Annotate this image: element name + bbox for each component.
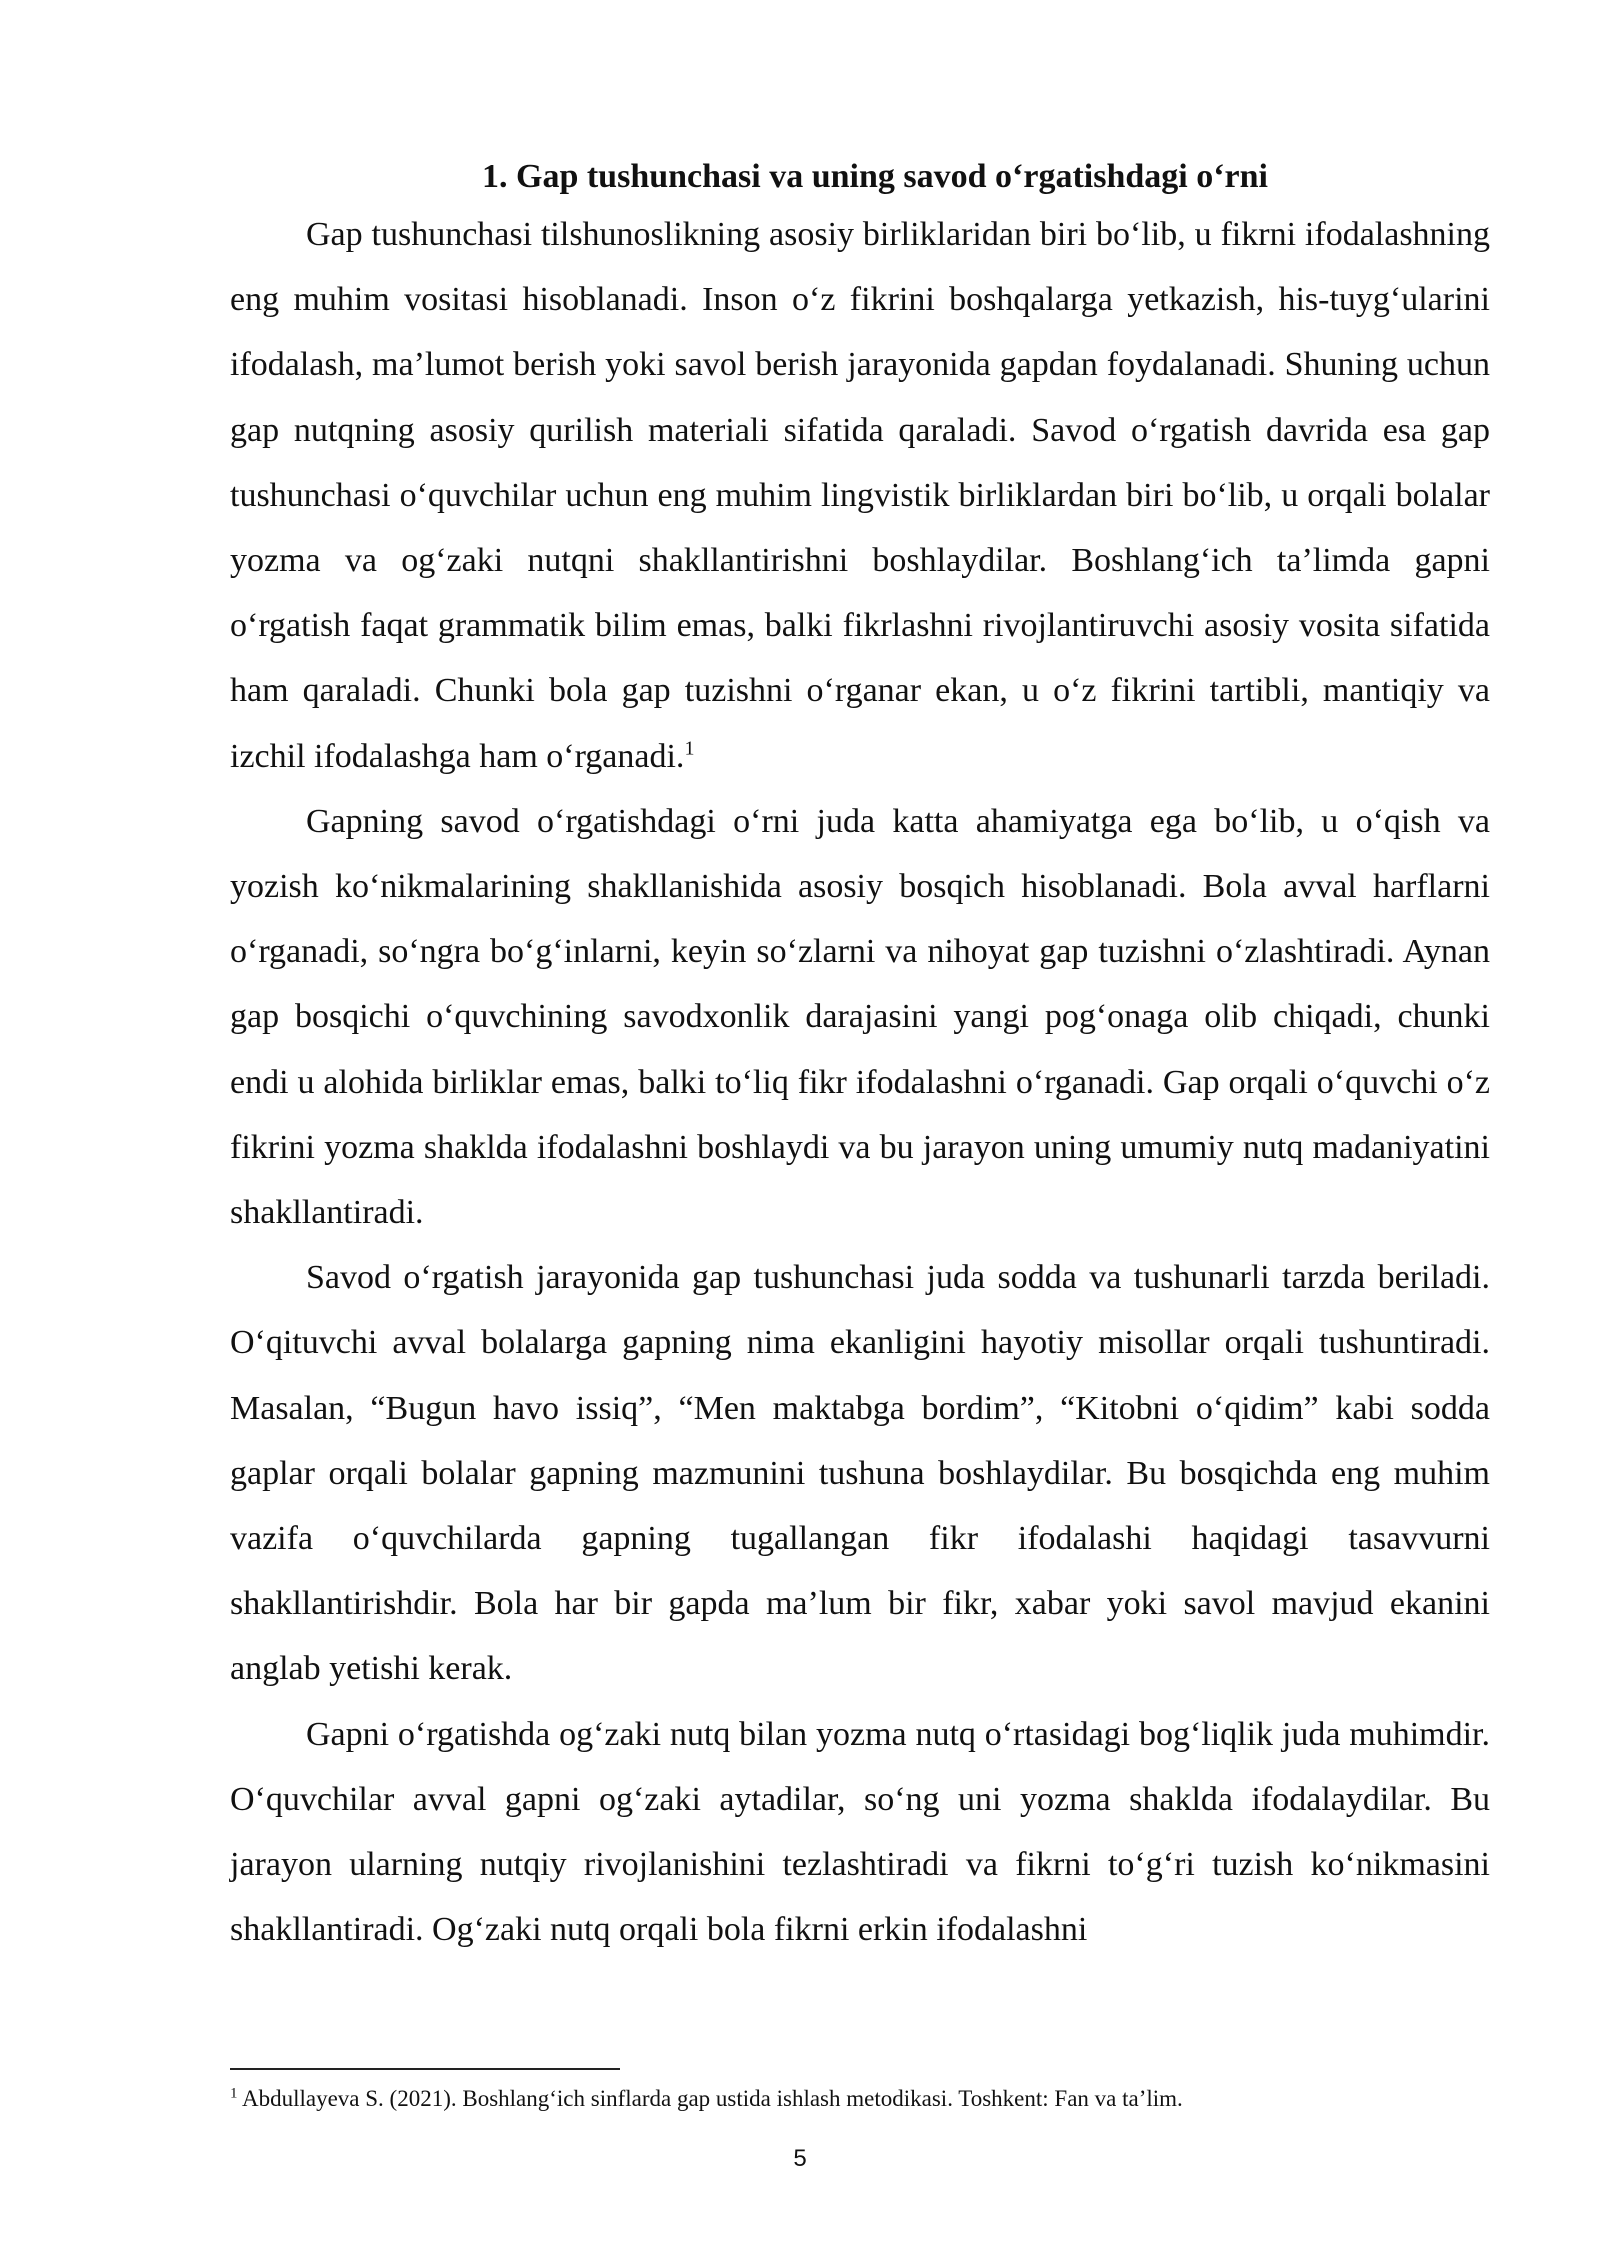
paragraph-4-text: Gapni o‘rgatishda og‘zaki nutq bilan yozma nutq o‘rtasidagi bog‘liqlik juda muhimdir. O‘quvchilar avval gapni og‘zaki aytadilar, so‘ng uni yozma shaklda ifodalaydilar. Bu jarayon ularning nutqiy rivojlanishini tezlashtiradi va fikrni to‘g‘ri tuzish ko‘nikmasini shakllantiradi. Og‘zaki nutq orqali bola fikrni erkin ifodalashni bbox=[230, 1715, 1490, 1949]
section-heading: 1. Gap tushunchasi va uning savod o‘rgatishdagi o‘rni bbox=[482, 158, 1268, 195]
paragraph-4 bbox=[230, 1702, 1490, 1963]
footnote bbox=[230, 2084, 1490, 2114]
footnote-number: 1 bbox=[230, 2085, 238, 2102]
paragraph-1 bbox=[230, 202, 1490, 789]
paragraph-1-text: Gap tushunchasi tilshunoslikning asosiy birliklaridan biri bo‘lib, u fikrni ifodalashning eng muhim vositasi hisoblanadi. Inson o‘z fikrini boshqalarga yetkazish, his-tuyg‘ularini ifodalash, ma’lumot berish yoki savol berish jarayonida gapdan foydalanadi. Shuning uchun gap nutqning asosiy qurilish materiali sifatida qaraladi. Savod o‘rgatish davrida esa gap tushunchasi o‘quvchilar uchun eng muhim lingvistik birliklardan biri bo‘lib, u orqali bolalar yozma va og‘zaki nutqni shakllantirishni boshlaydilar. Boshlang‘ich ta’limda gapni o‘rgatish faqat grammatik bilim emas, balki fikrlashni rivojlantiruvchi asosiy vosita sifatida ham qaraladi. Chunki bola gap tuzishni o‘rganar ekan, u o‘z fikrini tartibli, mantiqiy va izchil ifodalashga ham o‘rganadi. bbox=[230, 216, 1490, 775]
page-number: 5 bbox=[793, 2145, 807, 2172]
paragraph-2-text: Gapning savod o‘rgatishdagi o‘rni juda katta ahamiyatga ega bo‘lib, u o‘qish va yozish ko‘nikmalarining shakllanishida asosiy bosqich hisoblanadi. Bola avval harflarni o‘rganadi, so‘ngra bo‘g‘inlarni, keyin so‘zlarni va nihoyat gap tuzishni o‘zlashtiradi. Aynan gap bosqichi o‘quvchining savodxonlik darajasini yangi pog‘onaga olib chiqadi, chunki endi u alohida birliklar emas, balki to‘liq fikr ifodalashni o‘rganadi. Gap orqali o‘quvchi o‘z fikrini yozma shaklda ifodalashni boshlaydi va bu jarayon uning umumiy nutq madaniyatini shakllantiradi. bbox=[230, 802, 1490, 1232]
paragraph-2 bbox=[230, 789, 1490, 1245]
paragraph-3-text: Savod o‘rgatish jarayonida gap tushunchasi juda sodda va tushunarli tarzda beriladi. O‘qituvchi avval bolalarga gapning nima ekanligini hayotiy misollar orqali tushuntiradi. Masalan, “Bugun havo issiq”, “Men maktabga bordim”, “Kitobni o‘qidim” kabi sodda gaplar orqali bolalar gapning mazmunini tushuna boshlaydilar. Bu bosqichda eng muhim vazifa o‘quvchilarda gapning tugallangan fikr ifodalashi haqidagi tasavvurni shakllantirishdir. Bola har bir gapda ma’lum bir fikr, xabar yoki savol mavjud ekanini anglab yetishi kerak. bbox=[230, 1259, 1490, 1688]
page-body bbox=[230, 152, 1490, 1962]
footnote-reference[interactable]: 1 bbox=[684, 737, 695, 760]
paragraph-3 bbox=[230, 1245, 1490, 1701]
footnote-separator bbox=[230, 2068, 620, 2070]
footnote-text: Abdullayeva S. (2021). Boshlang‘ich sinflarda gap ustida ishlash metodikasi. Toshkent: Fan va ta’lim. bbox=[241, 2086, 1183, 2111]
